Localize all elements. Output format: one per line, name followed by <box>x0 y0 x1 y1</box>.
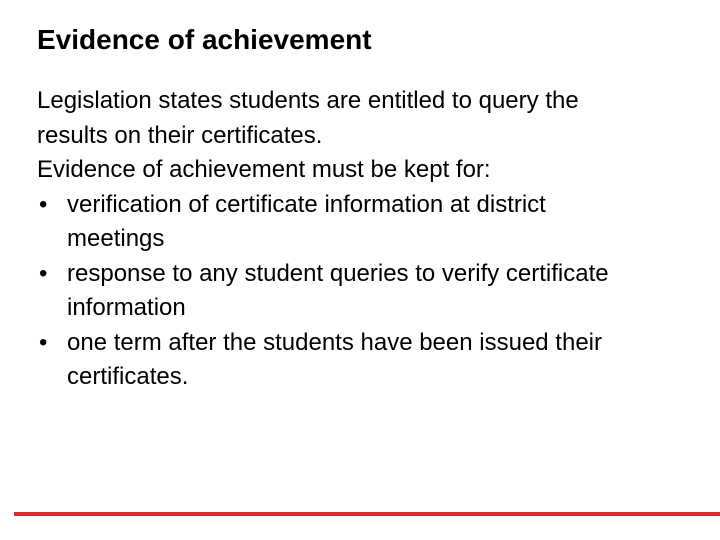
intro-paragraph: Legislation states students are entitled to query the results on their certificates. <box>37 87 579 149</box>
list-lead-paragraph: Evidence of achievement must be kept for: <box>37 156 491 183</box>
bullet-text: one term after the students have been issued their certificates. <box>67 328 602 390</box>
slide-title: Evidence of achievement <box>37 24 372 55</box>
bullet-item <box>37 257 637 326</box>
slide-body <box>37 84 637 395</box>
bullet-item <box>37 188 637 257</box>
footer-divider <box>14 512 720 516</box>
bullet-icon: • <box>39 328 48 356</box>
bullet-icon: • <box>39 190 48 218</box>
bullet-text: verification of certificate information at district meetings <box>67 190 546 252</box>
bullet-text: response to any student queries to verify certificate information <box>67 259 609 321</box>
bullet-icon: • <box>39 259 48 287</box>
bullet-item <box>37 326 637 395</box>
bullet-list <box>37 188 637 395</box>
